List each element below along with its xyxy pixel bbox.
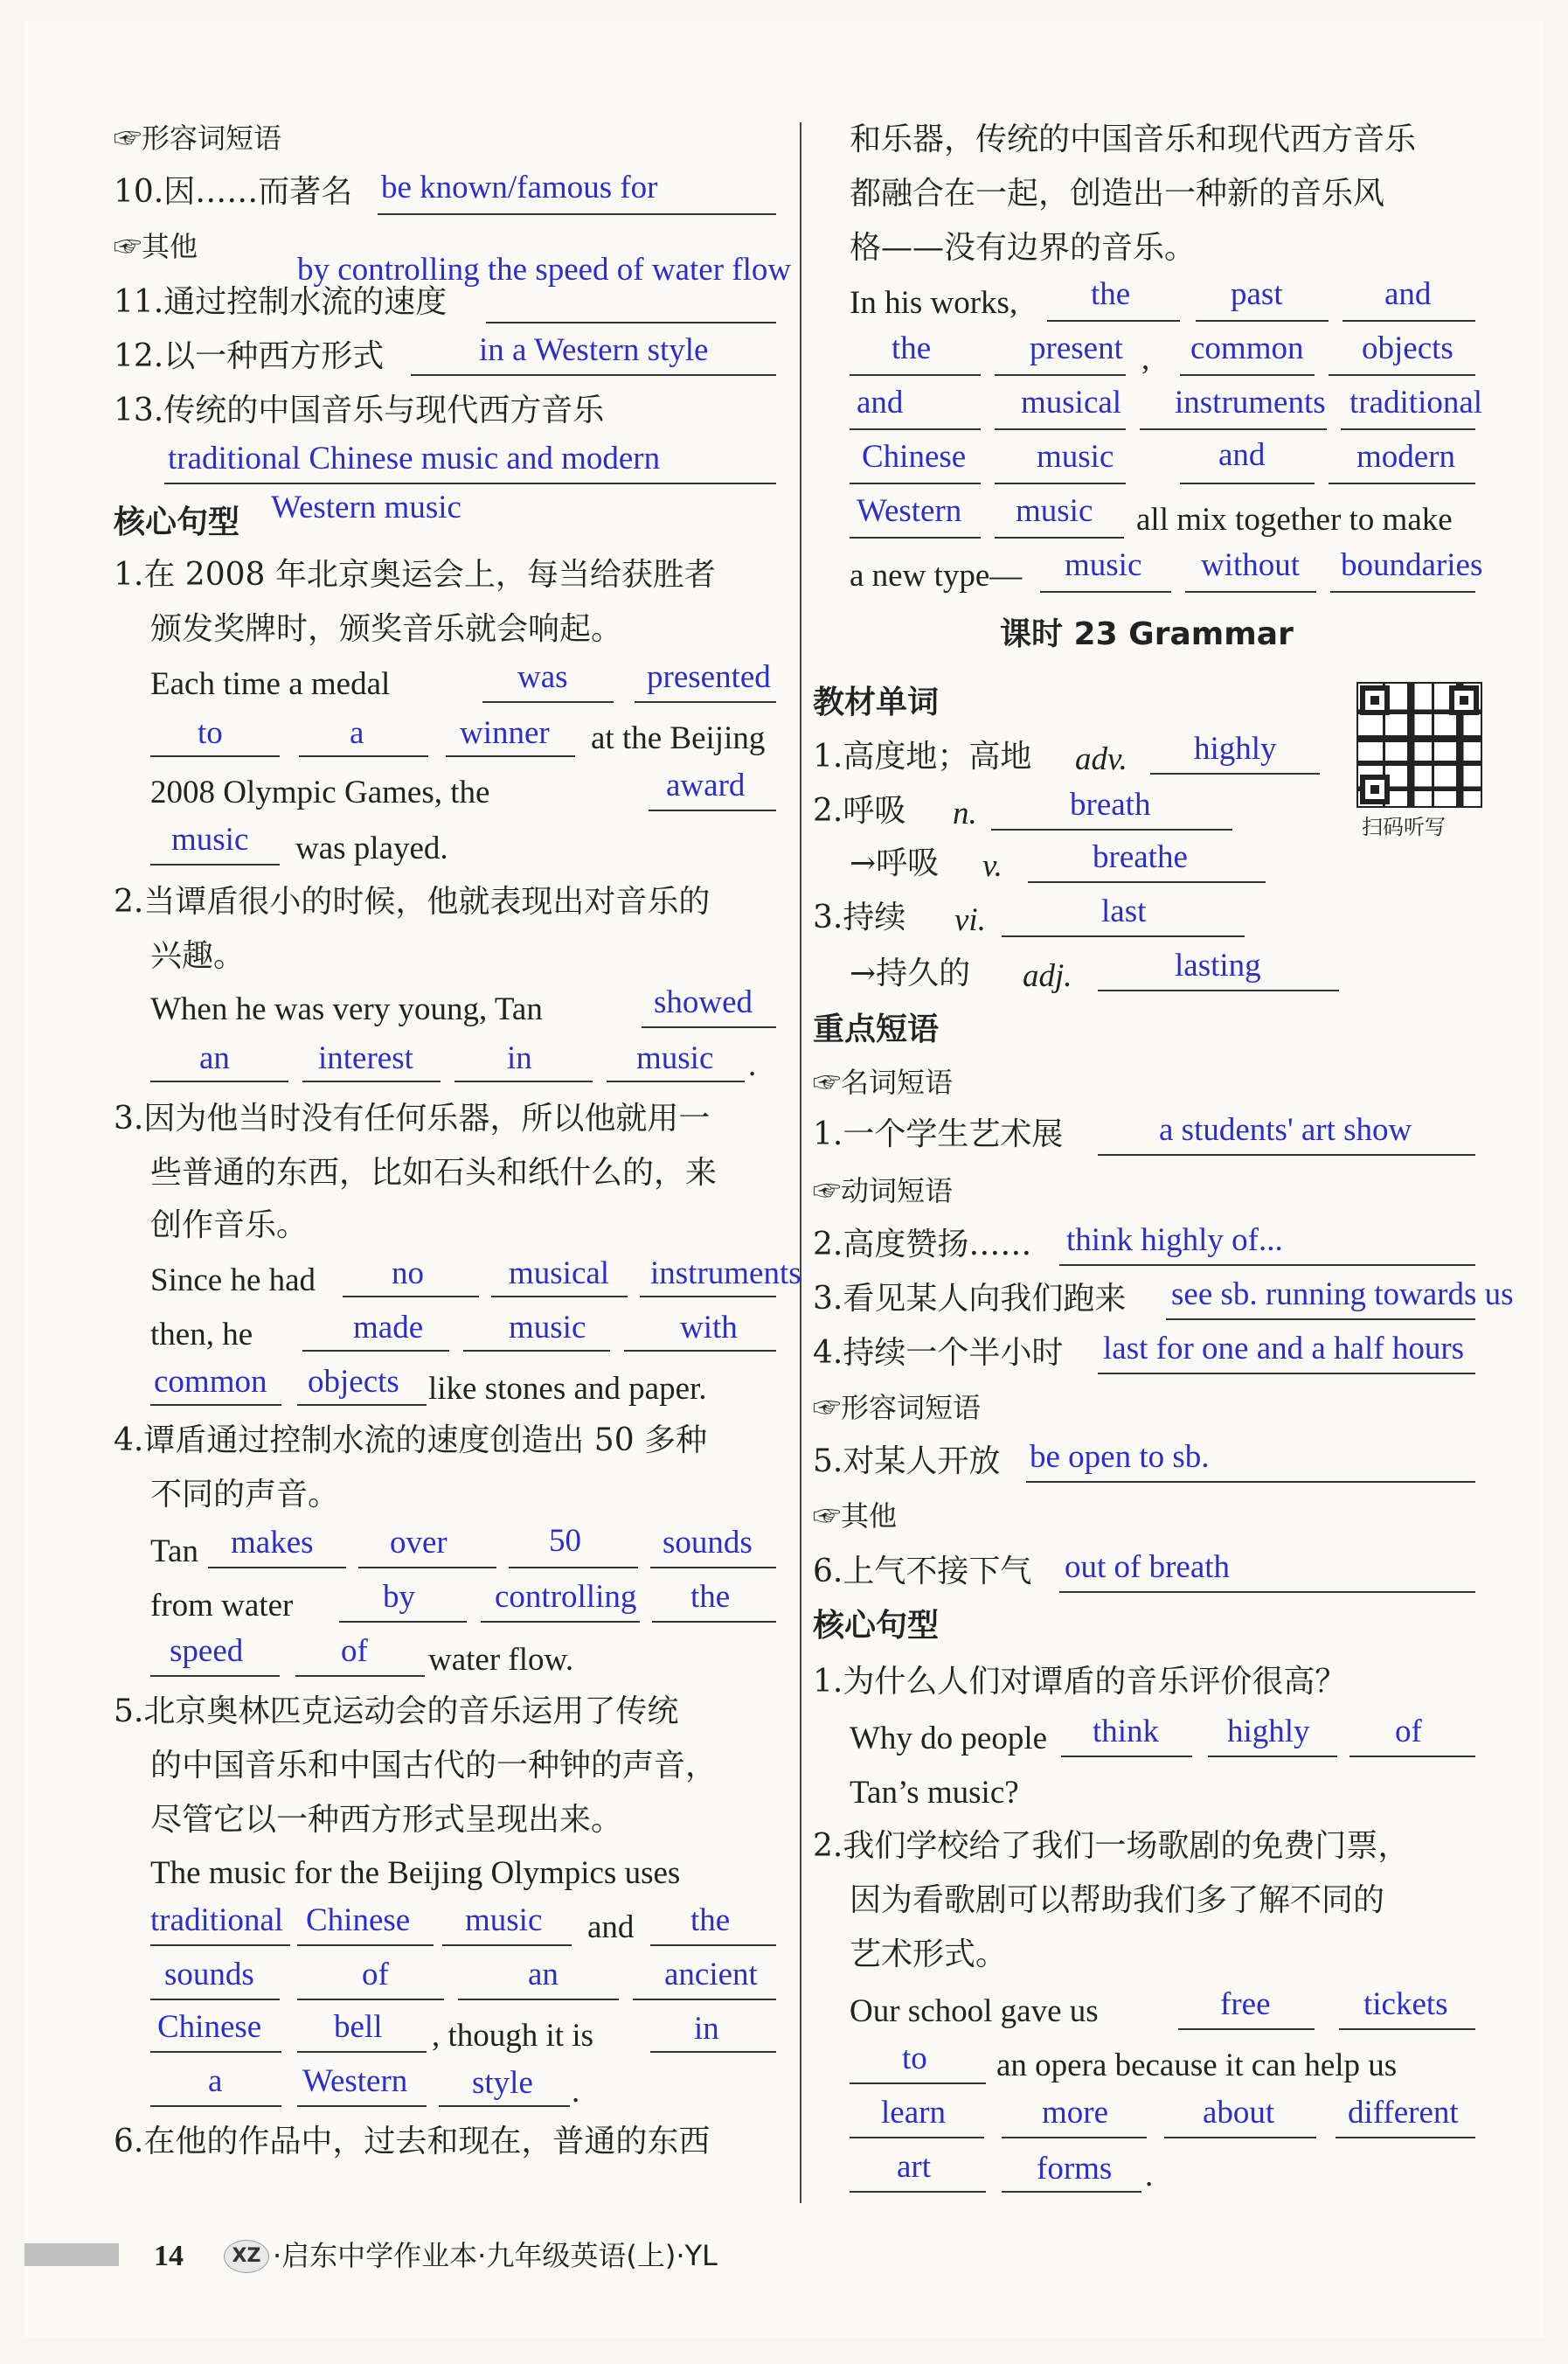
blank-line xyxy=(650,2051,776,2053)
blank-line xyxy=(439,2105,570,2107)
blank-line xyxy=(150,1081,288,1082)
s1-en-4: was played. xyxy=(295,831,448,866)
phrase-2-answer: think highly of... xyxy=(1066,1222,1283,1258)
phrase-4-question: 4.持续一个半小时 xyxy=(813,1335,1064,1371)
blank: music xyxy=(509,1310,586,1345)
blank-line xyxy=(995,537,1124,539)
blank: musical xyxy=(1021,385,1122,421)
blank: no xyxy=(392,1255,424,1291)
item-10-question: 10.因……而著名 xyxy=(114,174,353,210)
blank: was xyxy=(517,659,568,695)
blank: Western xyxy=(857,493,962,529)
c1-en-1: Why do people xyxy=(850,1721,1048,1756)
blank: ancient xyxy=(664,1957,758,1992)
blank: makes xyxy=(231,1525,314,1561)
blank: music xyxy=(636,1040,714,1076)
c1-zh: 1.为什么人们对谭盾的音乐评价很高？ xyxy=(813,1664,1347,1700)
blank: music xyxy=(171,822,249,858)
blank: of xyxy=(362,1957,389,1992)
blank-line xyxy=(624,1350,776,1352)
blank-line xyxy=(650,1567,776,1568)
blank-line xyxy=(299,755,428,757)
s6-zh-4: 格——没有边界的音乐。 xyxy=(850,230,1197,266)
blank-line xyxy=(850,483,981,484)
word-3b-pos: adj. xyxy=(1023,958,1072,994)
s5-en-1: The music for the Beijing Olympics uses xyxy=(150,1855,681,1891)
answer-line xyxy=(1166,1318,1475,1320)
blank-line xyxy=(208,1567,346,1568)
blank: forms xyxy=(1037,2151,1113,2187)
blank-line xyxy=(150,1675,280,1677)
blank: and xyxy=(857,385,904,421)
word-2-answer: breath xyxy=(1070,787,1151,823)
qr-caption: 扫码听写 xyxy=(1362,815,1446,839)
answer-line xyxy=(1002,935,1245,937)
c2-zh-3: 艺术形式。 xyxy=(850,1936,1008,1972)
blank-line xyxy=(481,1621,640,1623)
adj-phrase-label: ☞形容词短语 xyxy=(114,122,282,155)
blank: interest xyxy=(318,1040,413,1076)
blank: Western xyxy=(302,2063,408,2099)
page-number: 14 xyxy=(154,2240,184,2272)
phrase-1-question: 1.一个学生艺术展 xyxy=(813,1116,1064,1152)
answer-line xyxy=(1026,1481,1475,1483)
blank: the xyxy=(690,1902,731,1938)
c2-zh-2: 因为看歌剧可以帮助我们多了解不同的 xyxy=(850,1882,1385,1918)
answer-line xyxy=(164,483,776,484)
adj-phrase-label: ☞形容词短语 xyxy=(813,1391,982,1424)
s3-zh-3: 创作音乐。 xyxy=(150,1207,309,1243)
s5-zh-3: 尽管它以一种西方形式呈现出来。 xyxy=(150,1802,623,1838)
blank-line xyxy=(1208,1756,1337,1757)
blank: with xyxy=(680,1310,738,1345)
item-12-question: 12.以一种西方形式 xyxy=(114,338,385,374)
c1-en-2: Tan’s music? xyxy=(850,1775,1019,1811)
blank: style xyxy=(472,2065,533,2101)
answer-line xyxy=(1059,1264,1475,1266)
blank-line xyxy=(1061,1756,1192,1757)
s4-en-1: Tan xyxy=(150,1533,198,1569)
answer-line xyxy=(991,829,1232,831)
s2-zh-1: 2.当谭盾很小的时候，他就表现出对音乐的 xyxy=(114,884,711,920)
blank: music xyxy=(465,1902,543,1938)
s5-zh-2: 的中国音乐和中国古代的一种钟的声音， xyxy=(150,1748,718,1783)
blank-line xyxy=(295,1675,425,1677)
c2-zh-1: 2.我们学校给了我们一场歌剧的免费门票， xyxy=(813,1828,1410,1864)
period: . xyxy=(748,1047,757,1083)
key-phrases-heading: 重点短语 xyxy=(813,1012,940,1047)
noun-phrase-label: ☞名词短语 xyxy=(813,1066,954,1099)
blank-line xyxy=(150,1404,281,1406)
blank-line xyxy=(302,1350,449,1352)
blank: 50 xyxy=(549,1523,581,1559)
lesson-title: 课时 23 Grammar xyxy=(1000,616,1294,652)
core-sentences-heading: 核心句型 xyxy=(114,504,240,540)
word-1-answer: highly xyxy=(1194,731,1277,767)
blank: an xyxy=(528,1957,559,1992)
blank-line xyxy=(150,2051,281,2053)
blank: modern xyxy=(1356,439,1456,475)
blank-line xyxy=(343,1296,479,1297)
blank-line xyxy=(640,1296,776,1297)
blank: think xyxy=(1093,1714,1160,1749)
s2-zh-2: 兴趣。 xyxy=(150,938,246,974)
blank-line xyxy=(482,701,614,703)
blank: Chinese xyxy=(862,439,967,475)
answer-line xyxy=(1059,1591,1475,1593)
blank-line xyxy=(995,483,1126,484)
word-2-pos: n. xyxy=(953,796,977,831)
c2-en-1: Our school gave us xyxy=(850,1993,1099,2029)
word-1-pos: adv. xyxy=(1075,741,1127,777)
blank-line xyxy=(491,1296,628,1297)
blank: and xyxy=(1384,276,1432,312)
s1-en-2: at the Beijing xyxy=(591,720,766,756)
blank-line xyxy=(150,1944,290,1946)
blank-line xyxy=(463,1350,610,1352)
blank: traditional xyxy=(150,1902,284,1938)
blank: of xyxy=(1395,1714,1422,1749)
blank: art xyxy=(897,2149,932,2185)
blank-line xyxy=(652,1621,776,1623)
item-10-answer: be known/famous for xyxy=(381,170,658,205)
s1-zh-1: 1.在 2008 年北京奥运会上，每当给获胜者 xyxy=(114,557,716,593)
textbook-words-heading: 教材单词 xyxy=(813,685,940,720)
s5-though: , though it is xyxy=(432,2018,594,2054)
phrase-3-question: 3.看见某人向我们跑来 xyxy=(813,1281,1127,1317)
s5-and: and xyxy=(587,1909,635,1945)
blank: without xyxy=(1201,547,1301,583)
answer-line xyxy=(1098,1373,1475,1374)
blank: instruments xyxy=(1175,385,1326,421)
period: . xyxy=(1145,2158,1154,2194)
phrase-6-answer: out of breath xyxy=(1065,1549,1231,1585)
answer-line xyxy=(378,213,776,215)
phrase-6-question: 6.上气不接下气 xyxy=(813,1554,1032,1589)
qr-finder xyxy=(1360,775,1390,804)
blank-line xyxy=(642,1026,776,1028)
s5-zh-1: 5.北京奥林匹克运动会的音乐运用了传统 xyxy=(114,1693,679,1729)
blank: common xyxy=(1190,330,1304,366)
blank-line xyxy=(1330,591,1475,593)
blank-line xyxy=(850,537,981,539)
blank-line xyxy=(1002,2137,1147,2138)
blank: past xyxy=(1231,276,1283,312)
blank: traditional xyxy=(1349,385,1483,421)
blank: by xyxy=(383,1579,415,1615)
blank: presented xyxy=(647,659,771,695)
blank: common xyxy=(154,1364,267,1400)
blank: a xyxy=(350,715,364,751)
footer-bar xyxy=(24,2243,119,2266)
other-label: ☞其他 xyxy=(813,1499,898,1533)
s1-zh-2: 颁发奖牌时，颁奖音乐就会响起。 xyxy=(150,611,623,647)
answer-line xyxy=(486,322,776,323)
s2-en-1: When he was very young, Tan xyxy=(150,991,543,1027)
blank: in xyxy=(694,2011,719,2047)
s6-zh-1: 6.在他的作品中，过去和现在，普通的东西 xyxy=(114,2124,711,2159)
word-3-question: 3.持续 xyxy=(813,900,906,935)
blank-line xyxy=(454,1081,593,1082)
s3-zh-1: 3.因为他当时没有任何乐器，所以他就用一 xyxy=(114,1101,711,1137)
s4-zh-1: 4.谭盾通过控制水流的速度创造出 50 多种 xyxy=(114,1422,708,1458)
period: . xyxy=(572,2074,580,2110)
blank-line xyxy=(297,1999,444,2000)
qr-finder xyxy=(1360,685,1390,715)
blank: Chinese xyxy=(157,2009,262,2045)
blank: instruments xyxy=(650,1255,801,1291)
blank: speed xyxy=(170,1633,244,1669)
verb-phrase-label: ☞动词短语 xyxy=(813,1174,954,1207)
answer-line xyxy=(1098,1154,1475,1156)
blank: over xyxy=(390,1525,448,1561)
blank-line xyxy=(607,1081,745,1082)
blank: more xyxy=(1042,2095,1109,2131)
blank-line xyxy=(150,1999,280,2000)
blank: the xyxy=(690,1579,731,1615)
other-label: ☞其他 xyxy=(114,230,198,263)
blank-line xyxy=(1341,428,1475,430)
word-2b-pos: v. xyxy=(982,848,1003,884)
blank: to xyxy=(902,2041,927,2076)
answer-line xyxy=(411,374,776,376)
s3-en-2: then, he xyxy=(150,1317,253,1352)
blank-line xyxy=(1329,374,1475,376)
blank-line xyxy=(850,2191,986,2193)
blank: about xyxy=(1203,2095,1275,2131)
blank-line xyxy=(650,1944,776,1946)
blank: controlling xyxy=(495,1579,637,1615)
answer-line xyxy=(1098,990,1339,991)
blank: in xyxy=(507,1040,532,1076)
blank-line xyxy=(995,374,1126,376)
blank: music xyxy=(1016,493,1093,529)
blank: to xyxy=(198,715,223,751)
blank-line xyxy=(1180,374,1315,376)
word-3-answer: last xyxy=(1101,893,1147,929)
blank: highly xyxy=(1227,1714,1310,1749)
blank: sounds xyxy=(164,1957,254,1992)
blank: bell xyxy=(334,2009,383,2045)
word-3-pos: vi. xyxy=(954,902,986,938)
qr-code[interactable] xyxy=(1356,682,1482,808)
s6-en-3: a new type— xyxy=(850,558,1023,594)
blank-line xyxy=(1140,428,1327,430)
word-2-question: 2.呼吸 xyxy=(813,793,906,829)
blank: an xyxy=(199,1040,230,1076)
blank: and xyxy=(1218,437,1266,473)
answer-line xyxy=(1150,773,1320,775)
s6-en-2: all mix together to make xyxy=(1136,502,1453,538)
blank-line xyxy=(1185,591,1316,593)
blank-line xyxy=(1164,2137,1316,2138)
blank: musical xyxy=(509,1255,610,1291)
s4-en-2: from water xyxy=(150,1588,294,1624)
blank-line xyxy=(850,374,981,376)
blank-line xyxy=(1040,591,1171,593)
blank-line xyxy=(649,810,776,811)
blank-line xyxy=(1196,320,1329,322)
blank: the xyxy=(1091,276,1131,312)
blank-line xyxy=(1002,2191,1141,2193)
blank-line xyxy=(297,1404,427,1406)
blank-line xyxy=(509,1567,638,1568)
blank-line xyxy=(995,428,1126,430)
blank: objects xyxy=(308,1364,399,1400)
phrase-4-answer: last for one and a half hours xyxy=(1103,1331,1465,1366)
s1-en-1: Each time a medal xyxy=(150,666,391,702)
blank-line xyxy=(302,1081,441,1082)
s1-en-3: 2008 Olympic Games, the xyxy=(150,775,490,810)
blank: tickets xyxy=(1363,1986,1448,2022)
blank: learn xyxy=(881,2095,946,2131)
blank-line xyxy=(1329,483,1475,484)
item-13-answer-1: traditional Chinese music and modern xyxy=(168,441,661,476)
phrase-3-answer: see sb. running towards us xyxy=(1171,1276,1514,1312)
blank-line xyxy=(358,1567,496,1568)
book-title: ·启东中学作业本·九年级英语(上)·YL xyxy=(273,2239,718,2272)
publisher-logo: XZ xyxy=(224,2240,269,2273)
blank-line xyxy=(1343,320,1475,322)
blank-line xyxy=(1336,2137,1475,2138)
blank-line xyxy=(150,2105,281,2107)
blank: showed xyxy=(654,984,753,1020)
item-11-question: 11.通过控制水流的速度 xyxy=(114,284,448,320)
word-2b-answer: breathe xyxy=(1093,839,1188,875)
blank: the xyxy=(892,330,932,366)
blank-line xyxy=(1349,1756,1475,1757)
blank: objects xyxy=(1362,330,1454,366)
s3-en-3: like stones and paper. xyxy=(428,1371,707,1407)
blank-line xyxy=(850,428,981,430)
blank: different xyxy=(1348,2095,1459,2131)
item-13-question: 13.传统的中国音乐与现代西方音乐 xyxy=(114,393,605,428)
blank-line xyxy=(442,1944,572,1946)
blank-line xyxy=(850,2137,984,2138)
s6-zh-2: 和乐器，传统的中国音乐和现代西方音乐 xyxy=(850,122,1417,157)
phrase-5-question: 5.对某人开放 xyxy=(813,1443,1001,1479)
blank-line xyxy=(458,1999,619,2000)
blank-line xyxy=(1339,2028,1475,2030)
blank: sounds xyxy=(663,1525,753,1561)
phrase-5-answer: be open to sb. xyxy=(1030,1439,1210,1475)
blank: music xyxy=(1037,439,1114,475)
qr-finder xyxy=(1449,685,1479,715)
item-13-answer-2: Western music xyxy=(271,490,461,525)
word-1-question: 1.高度地；高地 xyxy=(813,739,1032,775)
phrase-2-question: 2.高度赞扬…… xyxy=(813,1227,1032,1262)
core-sentences-heading: 核心句型 xyxy=(813,1608,940,1644)
word-2b-question: →呼吸 xyxy=(850,845,940,881)
blank: made xyxy=(353,1310,424,1345)
blank-line xyxy=(150,755,280,757)
phrase-1-answer: a students' art show xyxy=(1159,1112,1412,1148)
blank: winner xyxy=(460,715,550,751)
item-12-answer: in a Western style xyxy=(479,332,709,368)
blank-line xyxy=(297,2105,427,2107)
s3-zh-2: 些普通的东西，比如石头和纸什么的，来 xyxy=(150,1155,718,1191)
blank-line xyxy=(1047,320,1180,322)
blank: award xyxy=(666,768,746,803)
comma: , xyxy=(1141,341,1150,377)
blank-line xyxy=(297,1944,434,1946)
blank-line xyxy=(150,864,280,866)
blank-line xyxy=(633,1999,776,2000)
blank-line xyxy=(297,2051,427,2053)
blank-line xyxy=(850,2082,986,2084)
s4-en-3: water flow. xyxy=(428,1642,574,1678)
blank: present xyxy=(1030,330,1123,366)
blank-line xyxy=(446,755,575,757)
s6-zh-3: 都融合在一起，创造出一种新的音乐风 xyxy=(850,176,1385,212)
blank: boundaries xyxy=(1341,547,1483,583)
item-11-answer: by controlling the speed of water flow xyxy=(297,252,792,288)
blank: music xyxy=(1065,547,1142,583)
answer-line xyxy=(1028,881,1266,883)
blank-line xyxy=(1180,483,1315,484)
s4-zh-2: 不同的声音。 xyxy=(150,1477,340,1512)
word-3b-answer: lasting xyxy=(1175,948,1261,984)
s6-en-1: In his works, xyxy=(850,285,1018,321)
blank: a xyxy=(208,2063,223,2099)
word-3b-question: →持久的 xyxy=(850,956,971,991)
blank: free xyxy=(1220,1986,1271,2022)
blank: of xyxy=(341,1633,368,1669)
c2-en-2: an opera because it can help us xyxy=(996,2048,1398,2083)
s3-en-1: Since he had xyxy=(150,1262,316,1298)
blank-line xyxy=(339,1621,467,1623)
blank-line xyxy=(1178,2028,1315,2030)
blank-line xyxy=(635,701,776,703)
blank: Chinese xyxy=(306,1902,411,1938)
column-divider xyxy=(800,122,801,2203)
